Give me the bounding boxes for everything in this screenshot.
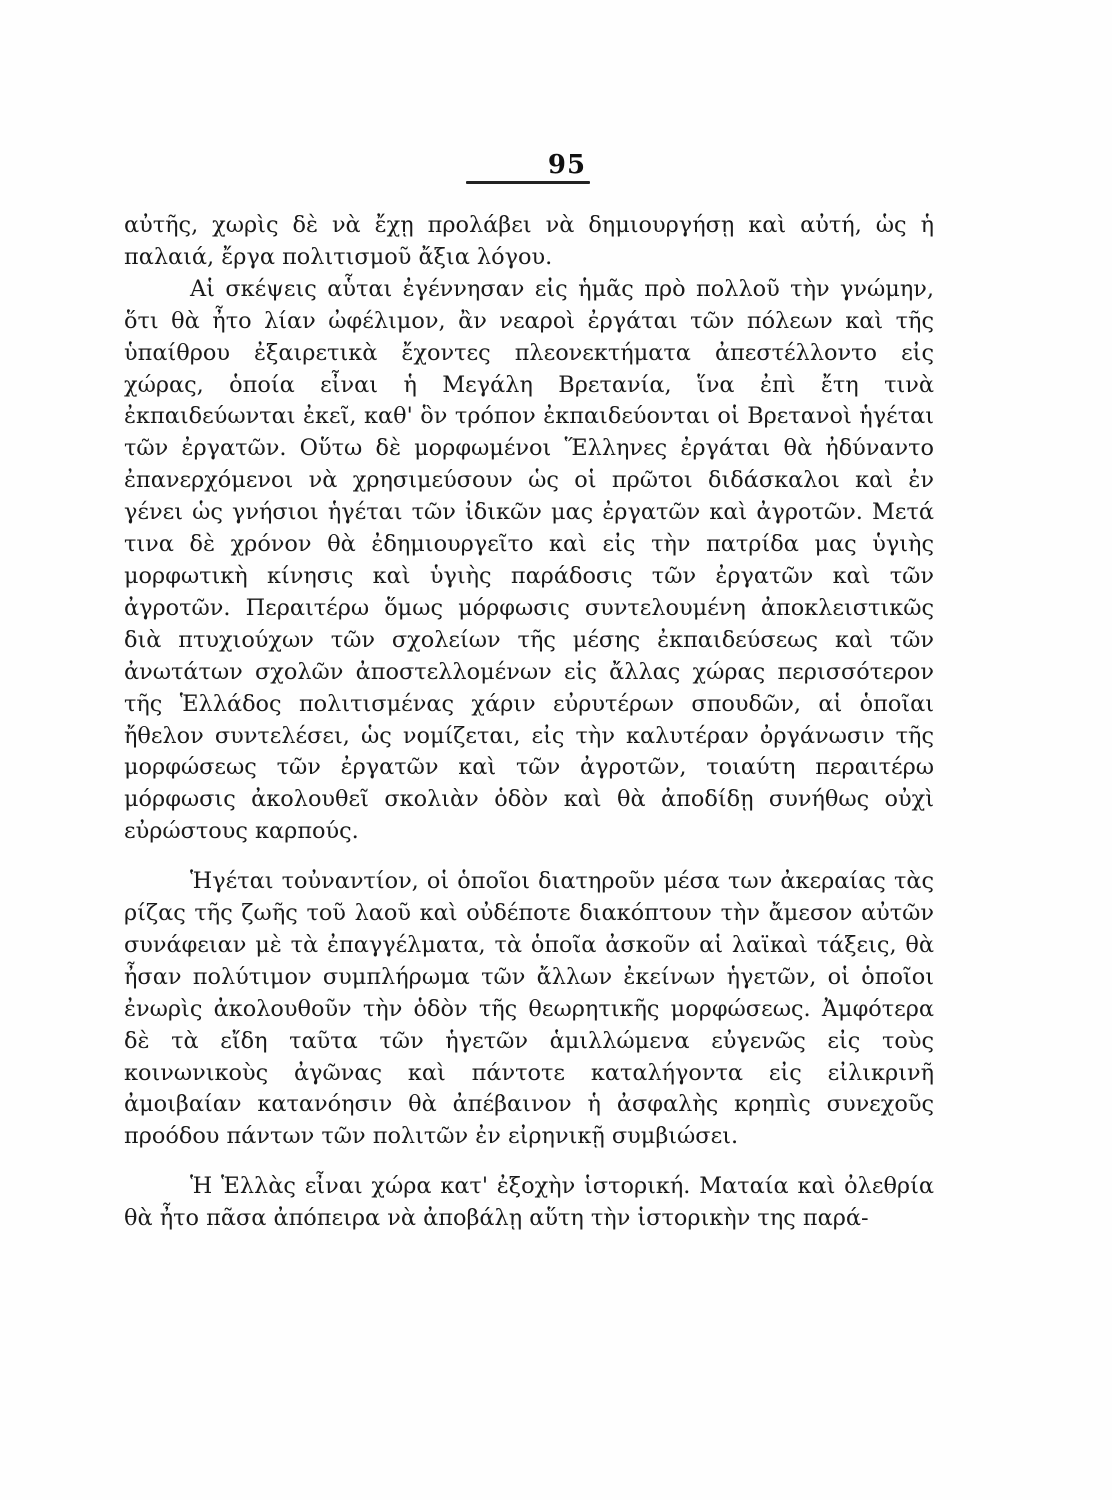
page-number: 95 xyxy=(547,150,587,180)
paragraph: Ἡγέται τοὐναντίον, οἱ ὁποῖοι διατηροῦν μέσα των ἀκεραίας τὰς ρίζας τῆς ζωῆς τοῦ λαοῦ καὶ οὐδέποτε διακόπτουν τὴν ἄμεσον αὐτῶν συνάφειαν μὲ τὰ ἐπαγγέλματα, τὰ ὁποῖα ἀσκοῦν αἱ λαϊκαὶ τάξεις, θὰ ἦσαν πολύτιμον συμπλήρωμα τῶν ἄλλων ἐκείνων ἡγετῶν, οἱ ὁποῖοι ἐνωρὶς ἀκολουθοῦν τὴν ὁδὸν τῆς θεωρητικῆς μορφώσεως. Ἀμφότερα δὲ τὰ εἴδη ταῦτα τῶν ἡγετῶν ἁμιλλώμενα εὐγενῶς εἰς τοὺς κοινωνικοὺς ἀγῶνας καὶ πάντοτε καταλήγοντα εἰς εἰλικρινῆ ἀμοιβαίαν κατανόησιν θὰ ἀπέβαινον ἡ ἀσφαλὴς κρηπὶς συνεχοῦς προόδου πάντων τῶν πολιτῶν ἐν εἰρηνικῇ συμβιώσει. xyxy=(124,868,934,1150)
paragraph-continuation: αὐτῆς, χωρὶς δὲ νὰ ἔχῃ προλάβει νὰ δημιουργήσῃ καὶ αὐτή, ὡς ἡ παλαιά, ἔργα πολιτισμοῦ ἄξια λόγου. xyxy=(124,212,934,270)
paragraph: Αἱ σκέψεις αὗται ἐγέννησαν εἰς ἡμᾶς πρὸ πολλοῦ τὴν γνώμην, ὅτι θὰ ἦτο λίαν ὠφέλιμον, ἂν νεαροὶ ἐργάται τῶν πόλεων καὶ τῆς ὑπαίθρου ἐξαιρετικὰ ἔχοντες πλεονεκτήματα ἀπεστέλλοντο εἰς χώρας, ὁποία εἶναι ἡ Μεγάλη Βρετανία, ἵνα ἐπὶ ἔτη τινὰ ἐκπαιδεύωνται ἐκεῖ, καθ' ὃν τρόπον ἐκπαιδεύονται οἱ Βρετανοὶ ἡγέται τῶν ἐργατῶν. Οὕτω δὲ μορφωμένοι Ἕλληνες ἐργάται θὰ ἠδύναντο ἐπανερχόμενοι νὰ χρησιμεύσουν ὡς οἱ πρῶτοι διδάσκαλοι καὶ ἐν γένει ὡς γνήσιοι ἡγέται τῶν ἰδικῶν μας ἐργατῶν καὶ ἀγροτῶν. Μετά τινα δὲ χρόνον θὰ ἐδημιουργεῖτο καὶ εἰς τὴν πατρίδα μας ὑγιὴς μορφωτικὴ κίνησις καὶ ὑγιὴς παράδοσις τῶν ἐργατῶν καὶ τῶν ἀγροτῶν. Περαιτέρω ὅμως μόρφωσις συντελουμένη ἀποκλειστικῶς διὰ πτυχιούχων τῶν σχολείων τῆς μέσης ἐκπαιδεύσεως καὶ τῶν ἀνωτάτων σχολῶν ἀποστελλομένων εἰς ἄλλας χώρας περισσότερον τῆς Ἑλλάδος πολιτισμένας χάριν εὐρυτέρων σπουδῶν, αἱ ὁποῖαι ἤθελον συντελέσει, ὡς νομίζεται, εἰς τὴν καλυτέραν ὀργάνωσιν τῆς μορφώσεως τῶν ἐργατῶν καὶ τῶν ἀγροτῶν, τοιαύτη περαιτέρω μόρφωσις ἀκολουθεῖ σκολιὰν ὁδὸν καὶ θὰ ἀποδίδῃ συνήθως οὐχὶ εὐρώστους καρπούς. xyxy=(124,275,934,845)
paragraph: Ἡ Ἑλλὰς εἶναι χώρα κατ' ἐξοχὴν ἱστορική. Ματαία καὶ ὀλεθρία θὰ ἦτο πᾶσα ἀπόπειρα νὰ ἀποβάλῃ αὕτη τὴν ἱστορικὴν της παρά- xyxy=(124,1173,934,1232)
body-text xyxy=(124,210,934,1235)
page-number-rule xyxy=(466,181,590,184)
